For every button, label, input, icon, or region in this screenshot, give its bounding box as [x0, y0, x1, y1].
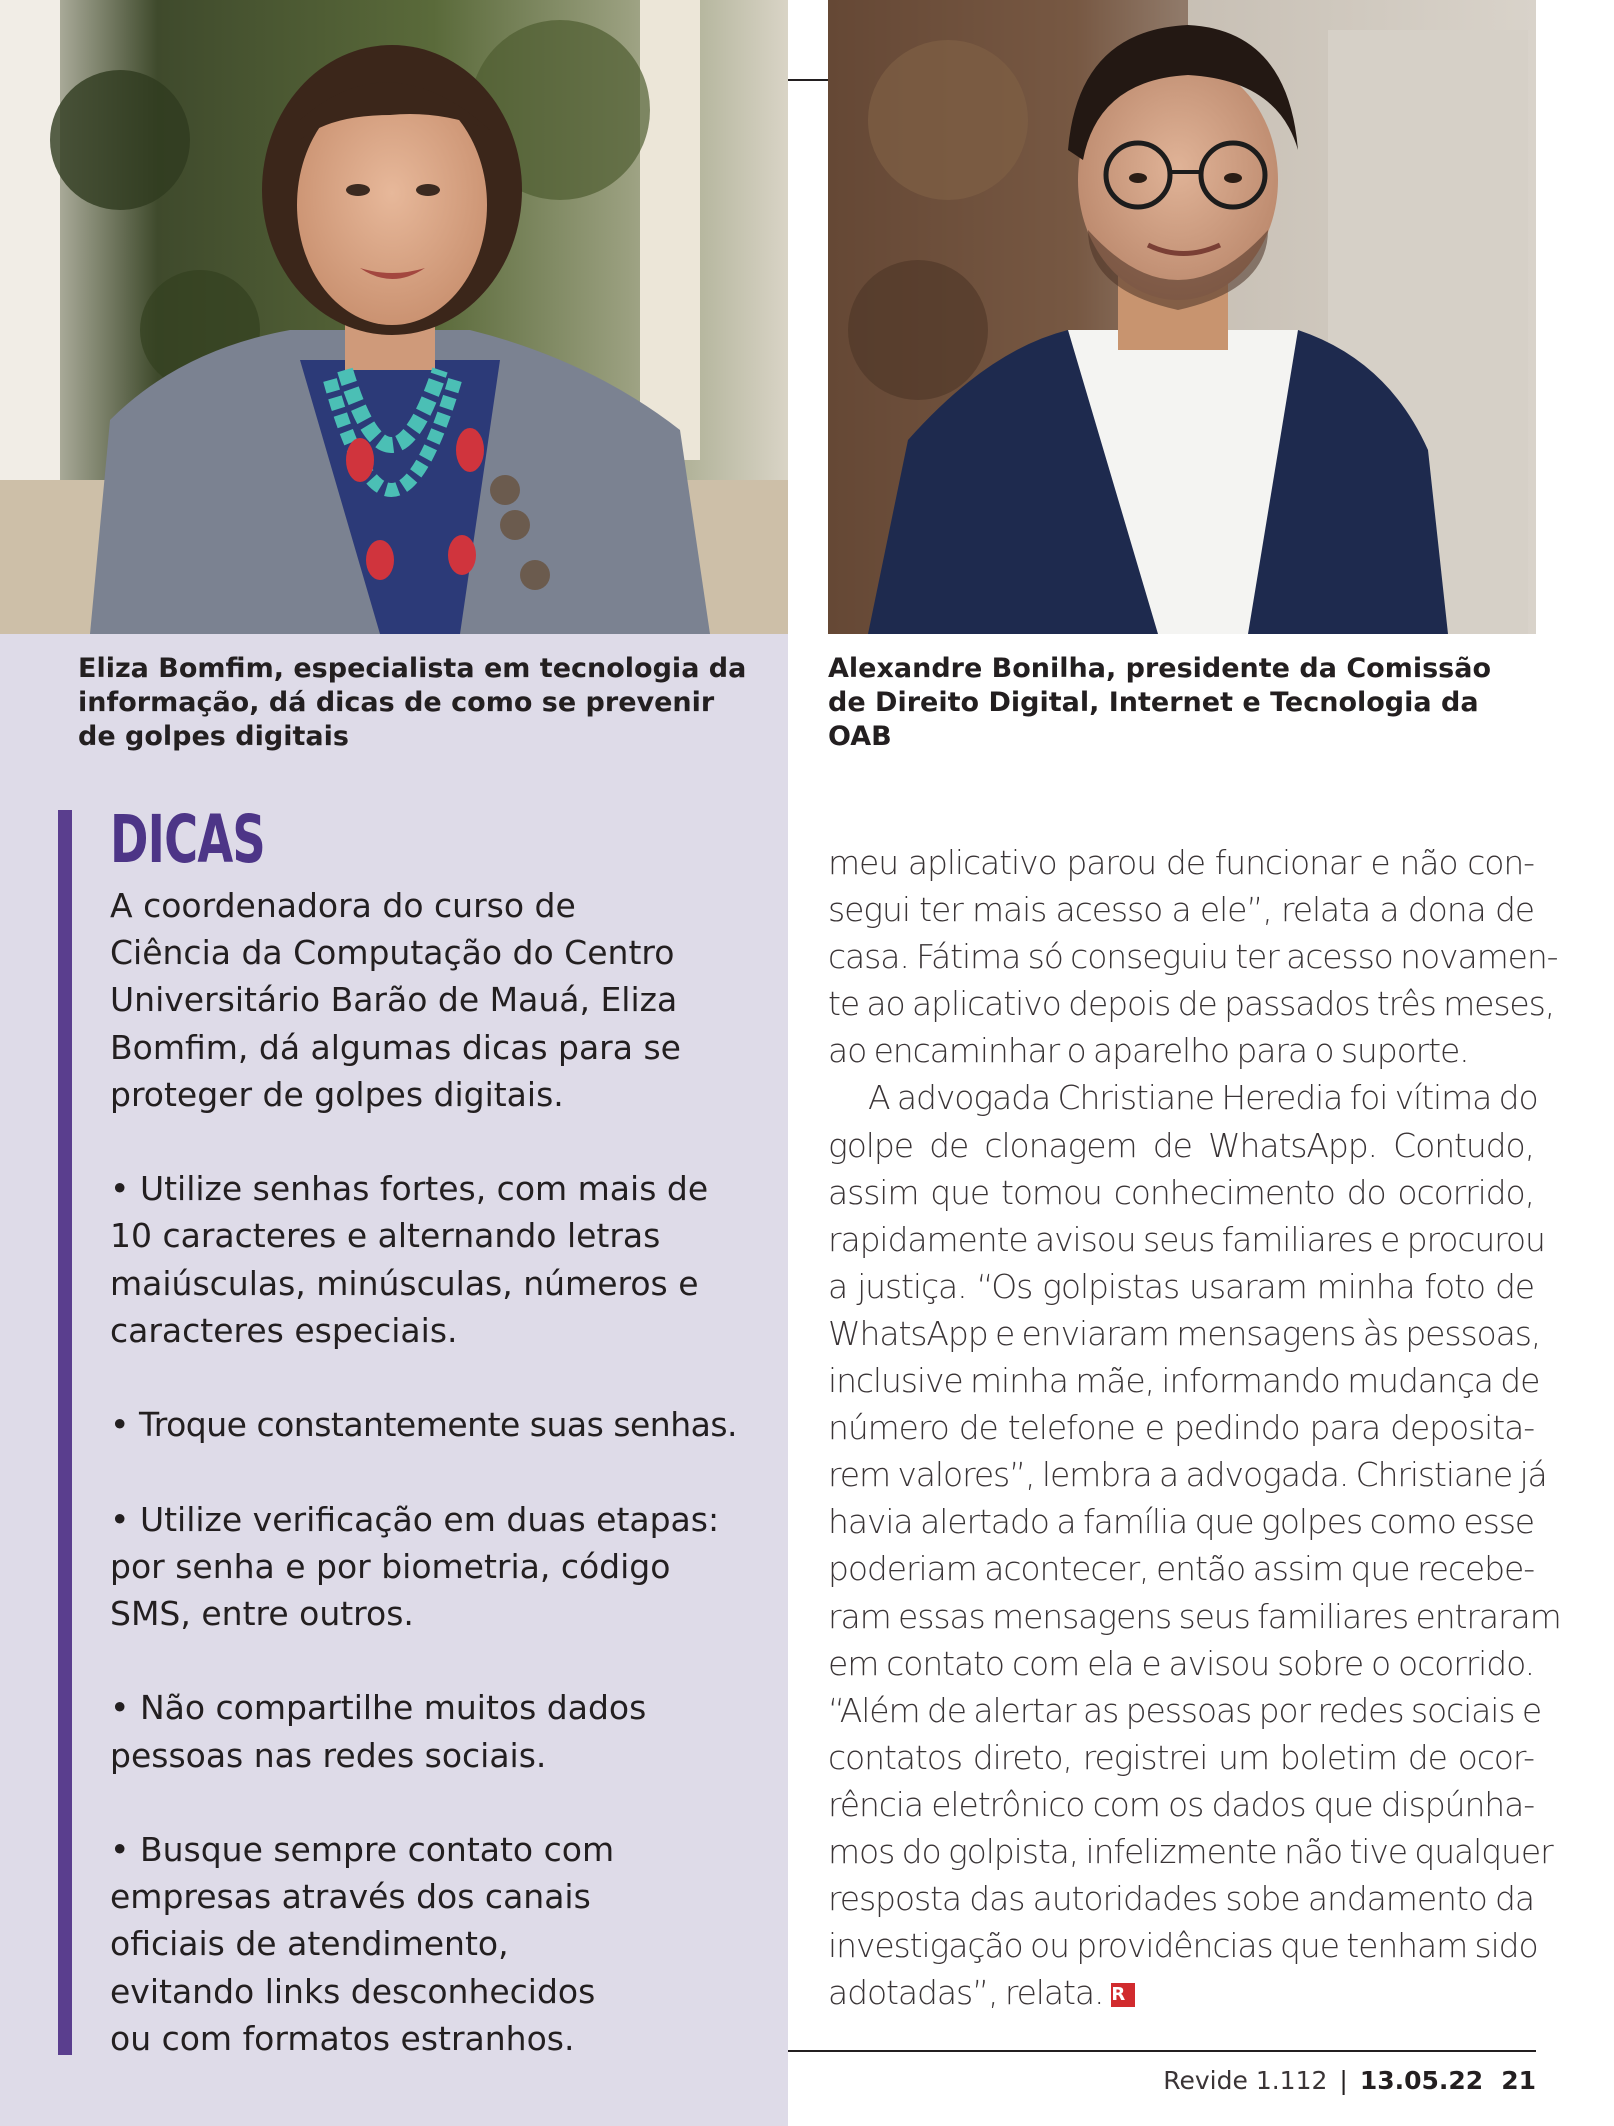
tip-item: [110, 1401, 760, 1448]
tip-line: ou com formatos estranhos.: [110, 2018, 575, 2058]
sidebar-accent-bar: [58, 810, 72, 2055]
footer-date: 13.05.22: [1359, 2066, 1484, 2095]
tip-line: maiúsculas, minúsculas, números e: [110, 1263, 699, 1303]
article-line: segui ter mais acesso a ele”, relata a dona de: [828, 890, 1534, 930]
article-line: a justiça. “Os golpistas usaram minha foto de: [828, 1266, 1534, 1306]
footer-separator: |: [1339, 2066, 1348, 2095]
photo-alexandre-bonilha-image: [828, 0, 1536, 634]
article-line: poderiam acontecer, então assim que recebe-: [828, 1549, 1534, 1589]
tip-line: oficiais de atendimento,: [110, 1924, 509, 1964]
tip-line: • Utilize senhas fortes, com mais de: [110, 1169, 709, 1209]
article-line: contatos direto, registrei um boletim de ocor-: [828, 1737, 1534, 1777]
tip-line: pessoas nas redes sociais.: [110, 1735, 547, 1775]
tip-line: • Não compartilhe muitos dados: [110, 1688, 647, 1728]
article-line: havia alertado a família que golpes como esse: [828, 1502, 1534, 1542]
article-line: resposta das autoridades sobe andamento da: [828, 1879, 1534, 1919]
article-body: [828, 839, 1561, 2016]
tip-line: • Troque constantemente suas senhas.: [110, 1405, 738, 1445]
photo-eliza-bomfim: [0, 0, 788, 634]
article-line: casa. Fátima só conseguiu ter acesso novamen-: [828, 937, 1558, 977]
tip-line: SMS, entre outros.: [110, 1594, 414, 1633]
footer-page-number: 21: [1501, 2066, 1536, 2095]
article-line: rem valores”, lembra a advogada. Christiane já: [828, 1455, 1547, 1495]
top-divider: [788, 79, 828, 81]
article-line: mos do golpista, infelizmente não tive qualquer: [828, 1831, 1553, 1871]
intro-line: proteger de golpes digitais.: [110, 1074, 564, 1114]
tip-line: • Utilize verificação em duas etapas:: [110, 1499, 720, 1539]
tip-item: [110, 1684, 760, 1778]
tip-line: por senha e por biometria, código: [110, 1546, 671, 1586]
article-line: WhatsApp e enviaram mensagens às pessoas,: [828, 1313, 1541, 1353]
page-footer: [1163, 2066, 1536, 2096]
article-line: “Além de alertar as pessoas por redes sociais e: [828, 1690, 1542, 1730]
article-line: assim que tomou conhecimento do ocorrido,: [828, 1172, 1534, 1212]
article-last-line: [828, 1969, 1534, 2016]
tip-item: [110, 1165, 760, 1354]
photo-eliza-bomfim-image: [0, 0, 788, 634]
tip-line: caracteres especiais.: [110, 1310, 458, 1350]
article-line: inclusive minha mãe, informando mudança de: [828, 1361, 1540, 1401]
intro-line: Universitário Barão de Mauá, Eliza: [110, 980, 678, 1020]
intro-line: Bomfim, dá algumas dicas para se: [110, 1027, 681, 1067]
intro-line: Ciência da Computação do Centro: [110, 933, 675, 973]
tip-line: empresas através dos canais: [110, 1877, 591, 1917]
photo-caption-left: Eliza Bomfim, especialista em tecnologia da informação, dá dicas de como se prevenir de golpes digitais: [78, 653, 747, 752]
tip-line: • Busque sempre contato com: [110, 1829, 615, 1869]
article-line: A advogada Christiane Heredia foi vítima do: [868, 1078, 1538, 1118]
article-line: investigação ou providências que tenham sido: [828, 1926, 1538, 1966]
article-line: adotadas”, relata.: [828, 1973, 1104, 2013]
article-line: rência eletrônico com os dados que dispúnha-: [828, 1784, 1534, 1824]
intro-line: A coordenadora do curso de: [110, 886, 576, 925]
sidebar-tips: [110, 882, 760, 2109]
article-line: meu aplicativo parou de funcionar e não con-: [828, 843, 1534, 882]
footer-divider: [788, 2050, 1536, 2052]
article-line: ram essas mensagens seus familiares entraram: [828, 1596, 1561, 1636]
footer-issue: Revide 1.112: [1163, 2066, 1328, 2095]
article-line: ao encaminhar o aparelho para o suporte.: [828, 1031, 1469, 1071]
tip-line: evitando links desconhecidos: [110, 1971, 596, 2011]
article-line: golpe de clonagem de WhatsApp. Contudo,: [828, 1125, 1534, 1165]
article-line: rapidamente avisou seus familiares e procurou: [828, 1219, 1545, 1259]
tip-line: 10 caracteres e alternando letras: [110, 1216, 661, 1256]
article-line: em contato com ela e avisou sobre o ocorrido.: [828, 1643, 1534, 1683]
article-end-mark-icon: R: [1111, 1983, 1135, 2007]
photo-alexandre-bonilha: [828, 0, 1536, 634]
photo-caption-right: Alexandre Bonilha, presidente da Comissão de Direito Digital, Internet e Tecnologia da OAB: [828, 653, 1492, 752]
article-line: número de telefone e pedindo para deposita-: [828, 1408, 1534, 1448]
sidebar-intro: [110, 882, 760, 1118]
article-line: te ao aplicativo depois de passados três meses,: [828, 984, 1555, 1024]
sidebar-title: DICAS: [110, 801, 265, 878]
tip-item: [110, 1826, 760, 2062]
tip-item: [110, 1496, 760, 1638]
